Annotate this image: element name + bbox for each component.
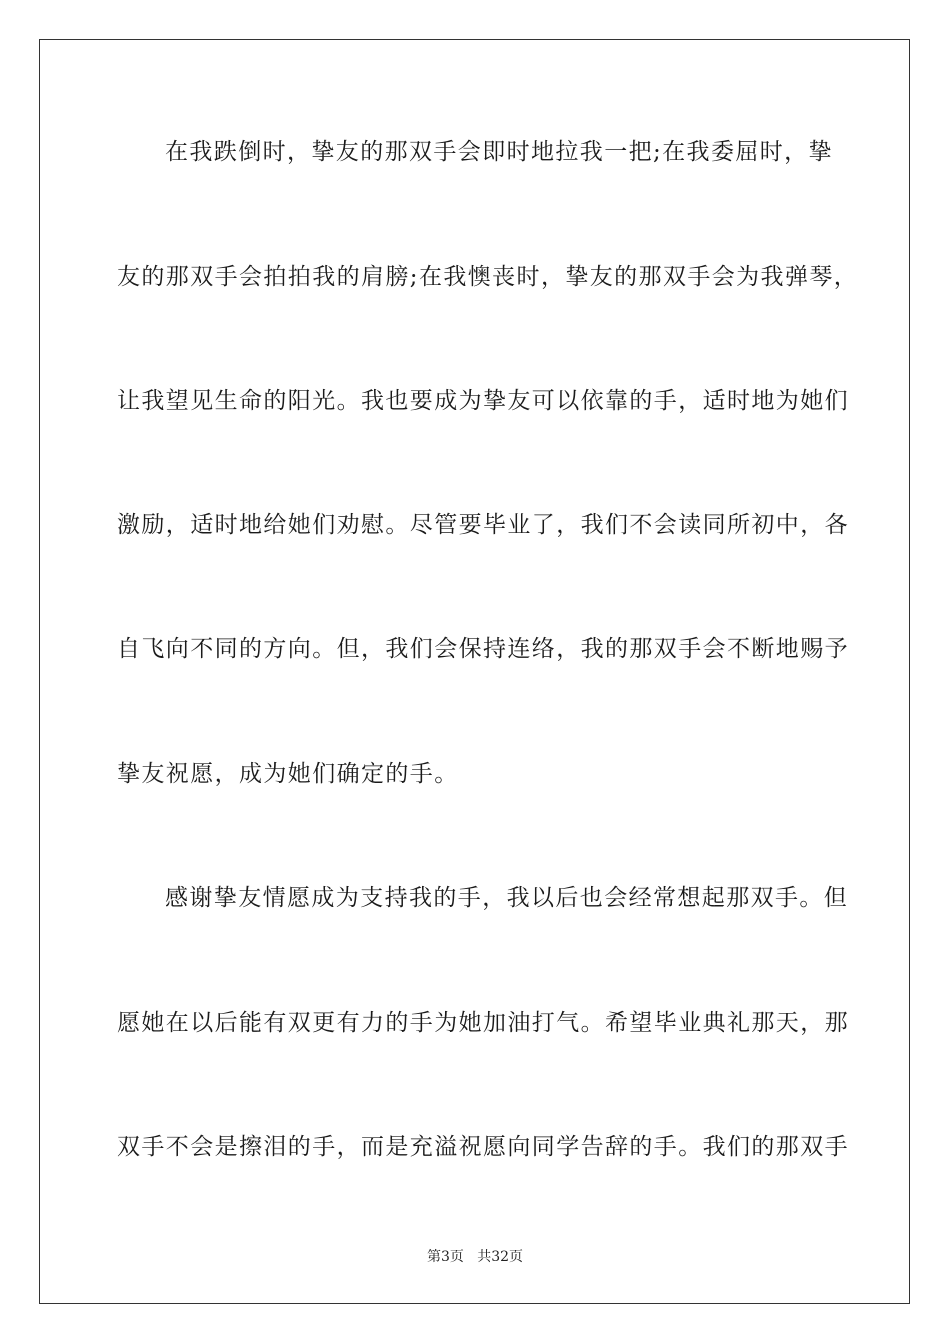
text-line-5: 自飞向不同的方向。但，我们会保持连络，我的那双手会不断地赐予 <box>117 636 849 662</box>
text-line-6: 挚友祝愿，成为她们确定的手。 <box>117 761 459 787</box>
text-line-4: 激励，适时地给她们劝慰。尽管要毕业了，我们不会读同所初中，各 <box>117 512 849 538</box>
text-line-2: 友的那双手会拍拍我的肩膀;在我懊丧时，挚友的那双手会为我弹琴， <box>117 264 859 290</box>
page-border <box>39 39 910 1304</box>
text-line-3: 让我望见生命的阳光。我也要成为挚友可以依靠的手，适时地为她们 <box>117 388 849 414</box>
text-line-1: 在我跌倒时，挚友的那双手会即时地拉我一把;在我委屈时，挚 <box>165 139 833 165</box>
text-line-8: 愿她在以后能有双更有力的手为她加油打气。希望毕业典礼那天，那 <box>117 1010 849 1036</box>
text-line-7: 感谢挚友情愿成为支持我的手，我以后也会经常想起那双手。但 <box>165 885 849 911</box>
text-line-9: 双手不会是擦泪的手，而是充溢祝愿向同学告辞的手。我们的那双手 <box>117 1134 849 1160</box>
page-number-footer: 第3页 共32页 <box>426 1249 524 1265</box>
